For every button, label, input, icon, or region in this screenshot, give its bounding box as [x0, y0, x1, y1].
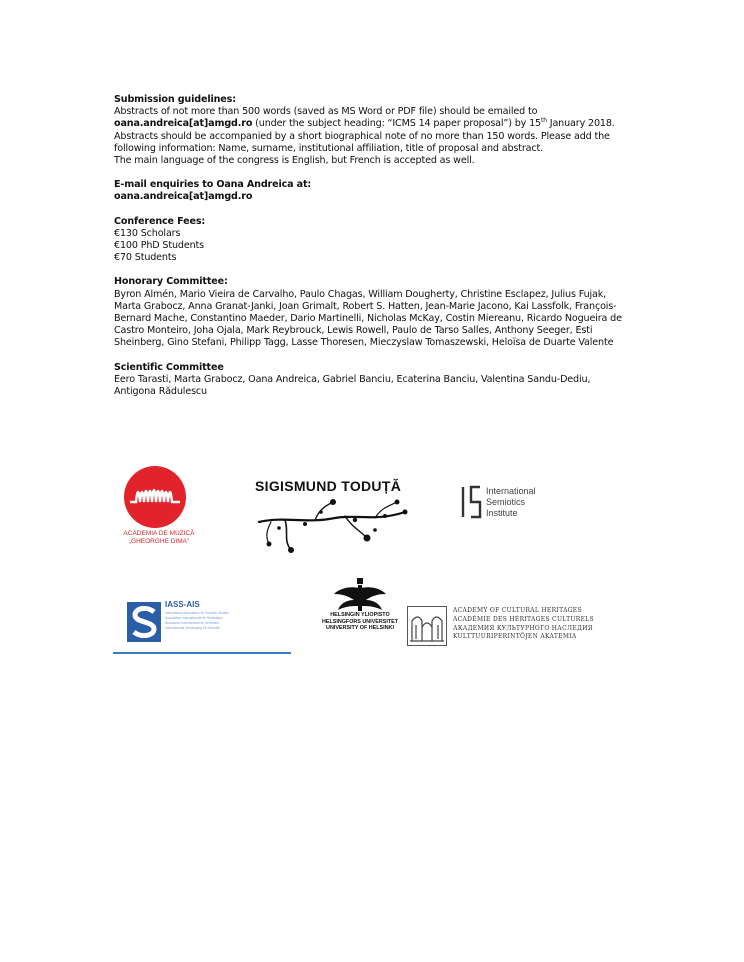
- body-text: [114, 94, 634, 398]
- amgd-emblem-icon: [124, 466, 186, 528]
- iass-mark-icon: [127, 602, 161, 642]
- amgd-caption: ACADEMIA DE MUZICĂ „GHEORGHE DIMA”: [123, 530, 195, 545]
- amgd-logo: [120, 466, 198, 556]
- fee-item: €100 PhD Students: [114, 240, 204, 252]
- iass-underline: [113, 652, 291, 654]
- honorary-line: Castro Monteiro, Joha Ojala, Mark Reybrouck, Lewis Rowell, Paulo de Tarso Salles, Anthony Seeger, Esti: [114, 325, 593, 337]
- honorary-line: Marta Grabocz, Anna Granat-Janki, Joan Grimalt, Robert S. Hatten, Jean-Marie Jacono, Kai Lassfolk, François-: [114, 300, 617, 312]
- ach-names: ACADEMY OF CULTURAL HERITAGES ACADÉMIE DES HÉRITAGES CULTURELS АКАДЕМИЯ КУЛЬТУРНОГО НАСЛЕДИЯ KULTTUURIPERINTÖJEN AKATEMIA: [453, 607, 594, 641]
- iass-logo: [113, 600, 291, 654]
- toduta-title: SIGISMUND TODUȚĂ: [255, 478, 402, 494]
- helsinki-caption: HELSINGIN YLIOPISTO HELSINGFORS UNIVERSITET UNIVERSITY OF HELSINKI: [321, 612, 399, 631]
- isi-name: International Semiotics Institute: [486, 486, 536, 518]
- helsinki-logo: [320, 578, 400, 650]
- iass-subtitle: International Association for Semiotic Studies Association Internationale de Sémiotique Asociación Internacional de Semiótica Internationale Vereinigung für Semiotik: [165, 611, 229, 630]
- ink-branch-icon: [255, 498, 415, 554]
- toduta-logo: [255, 478, 445, 554]
- fee-item: €70 Students: [114, 252, 177, 264]
- isi-mark-icon: [460, 485, 484, 519]
- enquiries-heading: E-mail enquiries to Oana Andreica at:: [114, 179, 312, 191]
- fee-item: €130 Scholars: [114, 227, 181, 239]
- scientific-line: Eero Tarasti, Marta Grabocz, Oana Andreica, Gabriel Banciu, Ecaterina Banciu, Valentina Sandu-Dediu,: [114, 373, 591, 385]
- submission-line: Abstracts of not more than 500 words (saved as MS Word or PDF file) should be emailed to: [114, 106, 538, 118]
- honorary-heading: Honorary Committee:: [114, 276, 228, 288]
- submission-email: oana.andreica[at]amgd.ro: [114, 118, 253, 130]
- helsinki-emblem-icon: [330, 578, 390, 612]
- ach-logo: [407, 606, 607, 646]
- submission-line: following information: Name, surname, institutional affiliation, title of proposal and abstract.: [114, 142, 544, 154]
- honorary-line: Byron Almén, Mario Vieira de Carvalho, Paulo Chagas, William Dougherty, Christine Esclapez, Julius Fujak,: [114, 288, 607, 300]
- ach-emblem-icon: [407, 606, 447, 646]
- honorary-line: Bernard Mache, Constantino Maeder, Dario Martinelli, Nicholas McKay, Costin Miereanu, Ricardo Nogueira de: [114, 313, 622, 325]
- isi-logo: [460, 485, 570, 525]
- submission-line: Abstracts should be accompanied by a short biographical note of no more than 150 words. Please add the: [114, 130, 610, 142]
- enquiries-email: oana.andreica[at]amgd.ro: [114, 191, 253, 203]
- submission-heading: Submission guidelines:: [114, 94, 236, 105]
- scientific-line: Antigona Rădulescu: [114, 386, 207, 398]
- submission-line: The main language of the congress is English, but French is accepted as well.: [114, 155, 475, 167]
- honorary-line: Sheinberg, Gino Stefani, Philipp Tagg, Lasse Thoresen, Mieczyslaw Tomaszewski, Heloïsa de Duarte Valente: [114, 337, 614, 349]
- scientific-heading: Scientific Committee: [114, 361, 224, 373]
- fees-heading: Conference Fees:: [114, 215, 206, 227]
- iass-name: IASS-AIS: [165, 600, 200, 609]
- submission-line: oana.andreica[at]amgd.ro (under the subject heading: “ICMS 14 paper proposal”) by 15th January 2018.: [114, 117, 615, 130]
